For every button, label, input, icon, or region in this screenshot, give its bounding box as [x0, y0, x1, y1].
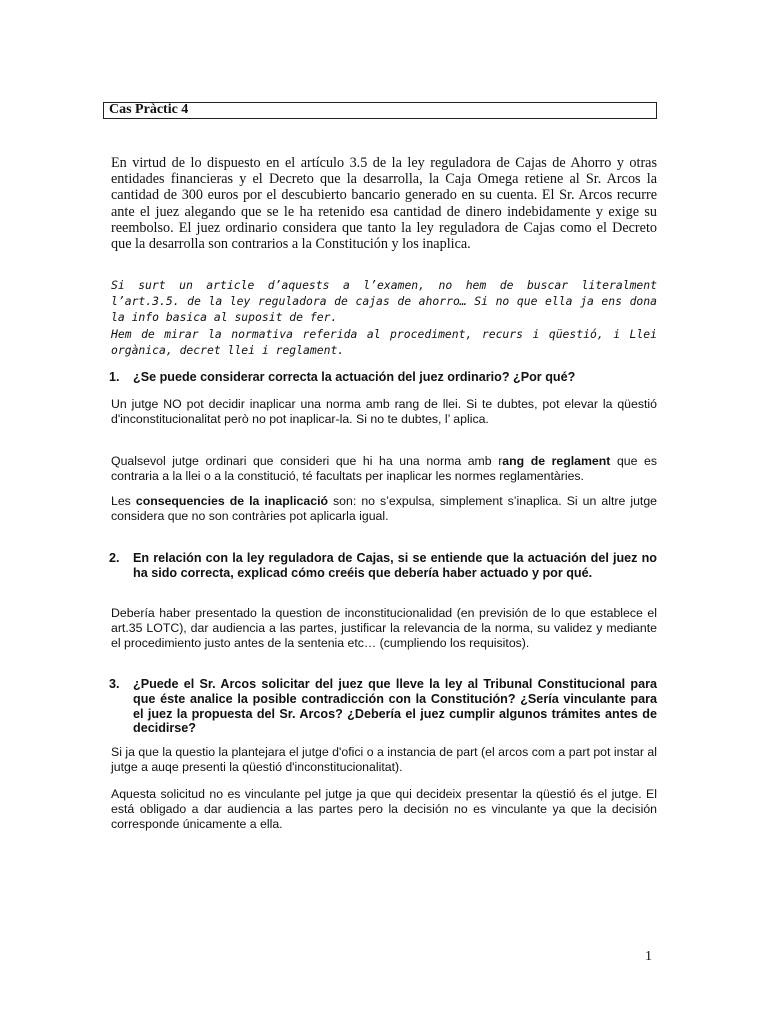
- answer-1-p3-text-end: son: no s’expulsa, simplement s’inaplica. Si un altre jutge considera que no son contràries pot aplicarla igual.: [111, 494, 657, 523]
- answer-1-p3-bold: consequencies de la inaplicació: [135, 494, 328, 508]
- question-2-text: En relación con la ley reguladora de Cajas, si se entiende que la actuación del juez no ha sido correcta, explicad cómo creéis que debería haber actuado y por qué.: [133, 551, 657, 580]
- question-2-number: 2.: [109, 551, 120, 565]
- answer-3-paragraph-1: Si ja que la questio la plantejara el jutge d'ofici o a instancia de part (el arcos com a part pot instar al jutge a auqe presenti la qüestió d'inconstitucionalitat).: [111, 745, 657, 774]
- answer-1-p2-bold: ang de reglament: [502, 454, 611, 468]
- study-note-line-2: Hem de mirar la normativa referida al procediment, recurs i qüestió, i Llei orgànica, decret llei i reglament.: [111, 326, 657, 357]
- answer-1-paragraph-2: [111, 454, 657, 484]
- question-3: [109, 677, 657, 736]
- answer-1-p2-text-end: que es contraria a la llei o a la constitució, té facultats per inaplicar les normes reglamentàries.: [111, 454, 657, 483]
- question-3-text: ¿Puede el Sr. Arcos solicitar del juez que lleve la ley al Tribunal Constitucional para que éste analice la posible contradicción con la Constitución? ¿Sería vinculante para el juez la propuesta del Sr. Arcos? ¿Debería el juez cumplir algunos trámites antes de decidirse?: [133, 677, 657, 736]
- answer-3-paragraph-2: Aquesta solicitud no es vinculante pel jutge ja que qui decideix presentar la qüestió és el jutge. El está obligado a dar audiencia a las partes pero la decisión no es vinculante ya que la decisión corresponde únicamente a ella.: [111, 787, 657, 831]
- question-1-number: 1.: [109, 370, 120, 384]
- question-3-number: 3.: [109, 677, 120, 691]
- answer-1-p2-text: Qualsevol jutge ordinari que consideri que hi ha una norma amb r: [111, 454, 503, 468]
- study-note: [111, 277, 657, 358]
- question-1: [109, 370, 657, 385]
- case-title: Cas Pràctic 4: [103, 102, 657, 119]
- question-1-text: ¿Se puede considerar correcta la actuación del juez ordinario? ¿Por qué?: [133, 370, 576, 384]
- answer-2: Debería haber presentado la question de inconstitucionalidad (en previsión de lo que establece el art.35 LOTC), dar audiencia a las partes, justificar la relevancia de la norma, su validez y mediante el procedimiento justo antes de la sentenia etc… (cumpliendo los requisitos).: [111, 606, 657, 650]
- study-note-line-1: Si surt un article d’aquests a l’examen, no hem de buscar literalment l’art.3.5. de la ley reguladora de cajas de ahorro… Si no que ella ja ens dona la info basica al suposit de fer.: [111, 278, 657, 325]
- answer-1-paragraph-3: [111, 494, 657, 524]
- answer-1-p3-text: Les: [111, 494, 136, 508]
- page-number: 1: [645, 949, 652, 964]
- answer-1-paragraph-1: Un jutge NO pot decidir inaplicar una norma amb rang de llei. Si te dubtes, pot elevar la qüestió d'inconstitucionalitat però no pot inaplicar-la. Si no te dubtes, l’ aplica.: [111, 397, 657, 426]
- question-2: [109, 551, 657, 581]
- case-statement: En virtud de lo dispuesto en el artículo 3.5 de la ley reguladora de Cajas de Ahorro y otras entidades financieras y el Decreto que la desarrolla, la Caja Omega retiene al Sr. Arcos la cantidad de 300 euros por el descubierto bancario generado en su cuenta. El Sr. Arcos recurre ante el juez alegando que se le ha retenido esa cantidad de dinero indebidamente y exige su reembolso. El juez ordinario considera que tanto la ley reguladora de Cajas como el Decreto que la desarrolla son contrarios a la Constitución y los inaplica.: [111, 155, 657, 253]
